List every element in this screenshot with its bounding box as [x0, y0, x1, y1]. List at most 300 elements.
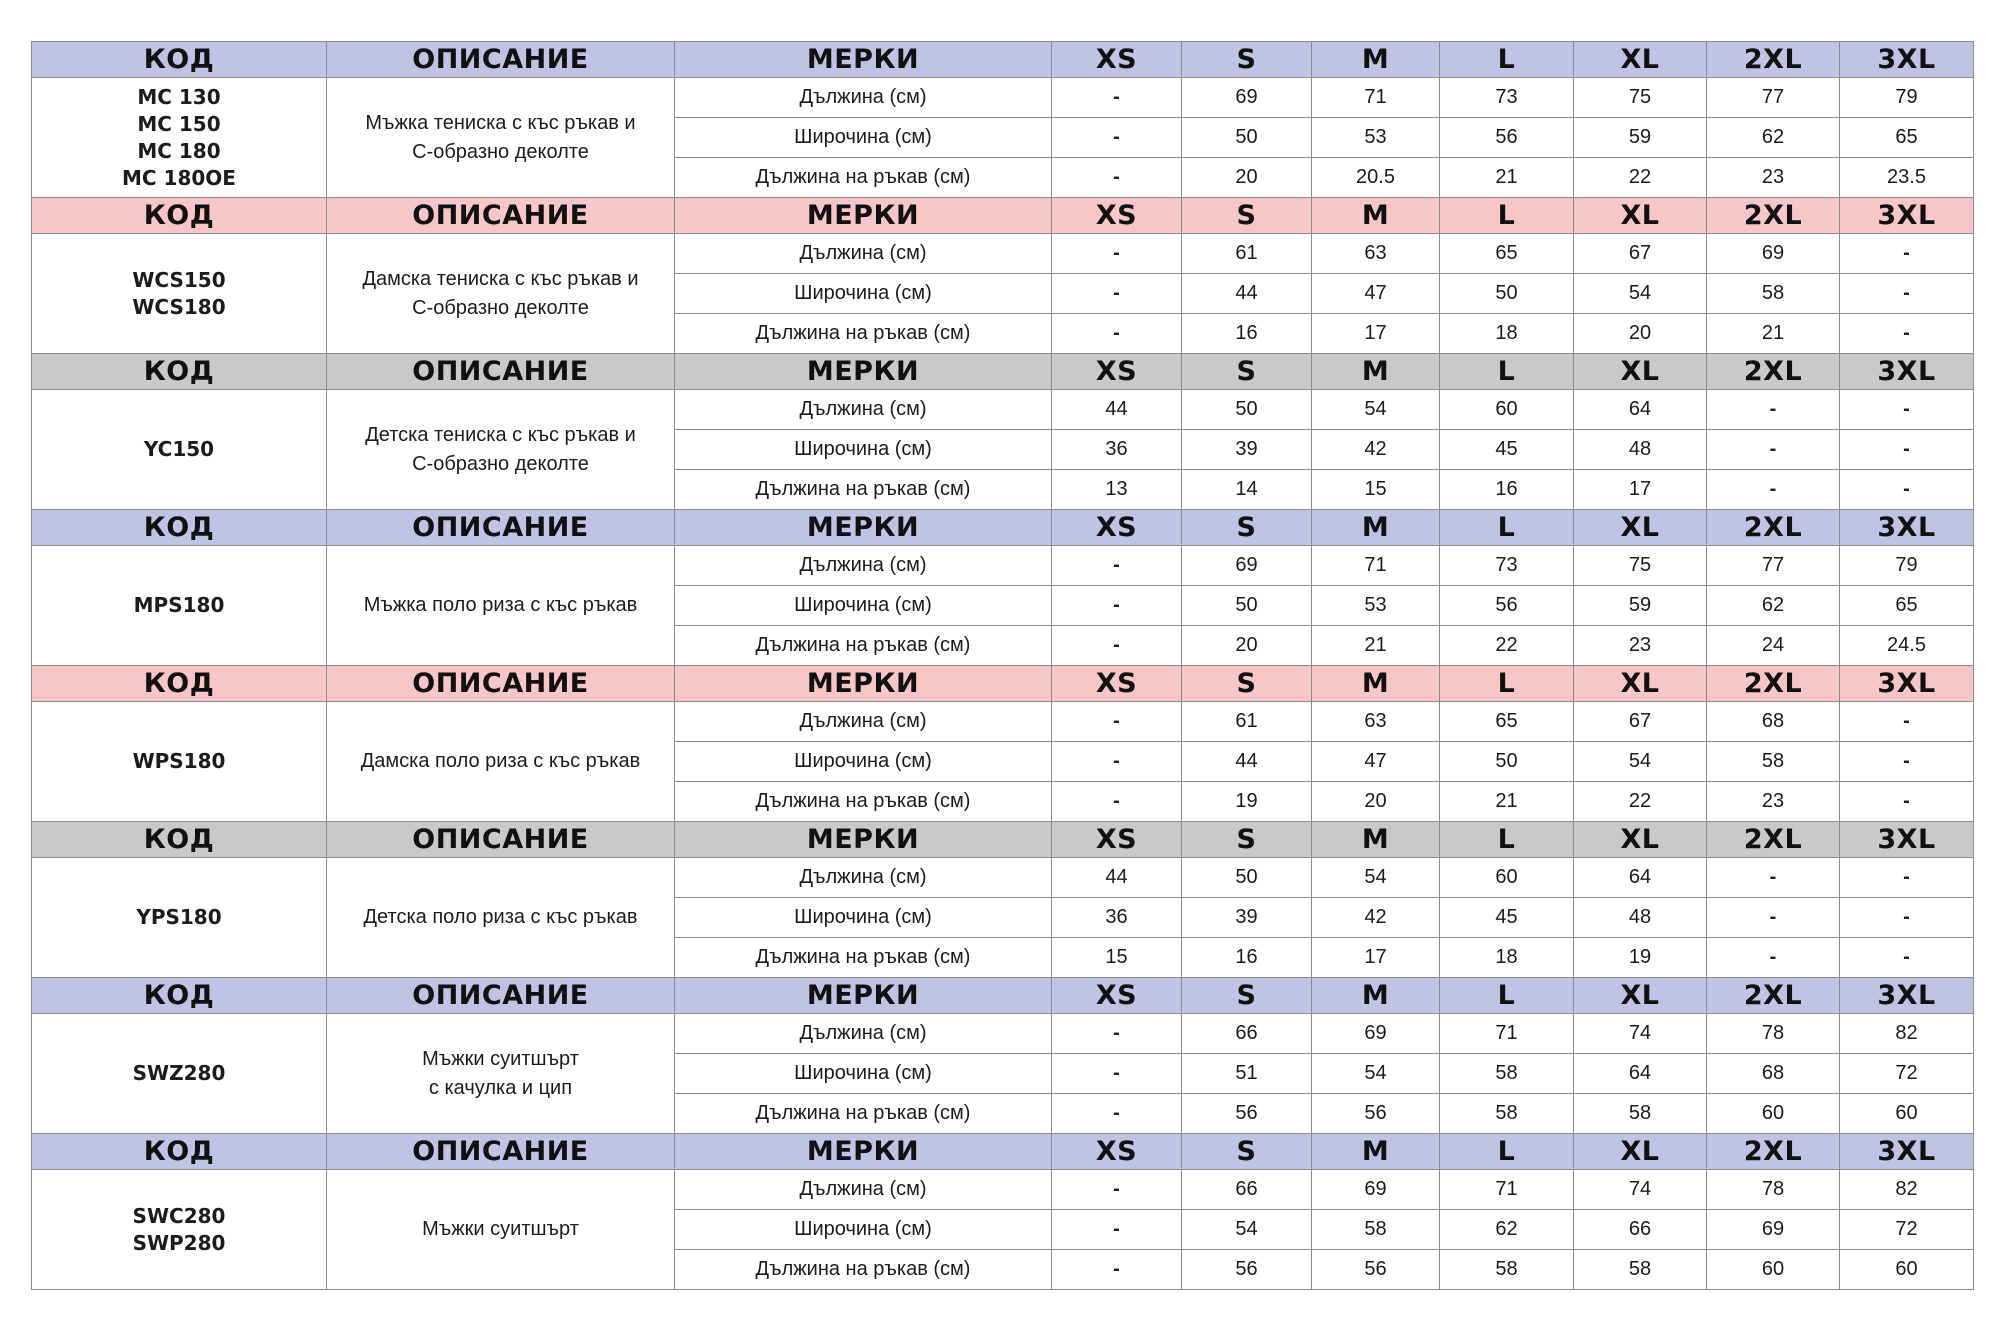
product-description-cell — [327, 1170, 675, 1290]
header-description: ОПИСАНИЕ — [327, 1134, 675, 1170]
size-value: - — [1840, 898, 1974, 938]
size-value: 68 — [1707, 702, 1840, 742]
section-header-row — [32, 1134, 1974, 1170]
header-size-s: S — [1182, 510, 1312, 546]
header-description: ОПИСАНИЕ — [327, 666, 675, 702]
header-size-m: M — [1312, 354, 1440, 390]
header-size-s: S — [1182, 1134, 1312, 1170]
size-value: 20 — [1574, 314, 1707, 354]
size-value: 56 — [1312, 1094, 1440, 1134]
size-value: 19 — [1574, 938, 1707, 978]
size-value: 60 — [1440, 858, 1574, 898]
size-chart-body — [32, 42, 1974, 1290]
size-value: 54 — [1312, 858, 1440, 898]
size-value: 42 — [1312, 898, 1440, 938]
size-value: - — [1052, 1210, 1182, 1250]
size-value: 82 — [1840, 1014, 1974, 1054]
product-description-cell — [327, 234, 675, 354]
product-code-cell — [32, 1014, 327, 1134]
size-value: 53 — [1312, 586, 1440, 626]
header-size-2xl: 2XL — [1707, 666, 1840, 702]
size-value: - — [1052, 626, 1182, 666]
header-description: ОПИСАНИЕ — [327, 978, 675, 1014]
size-value: 47 — [1312, 274, 1440, 314]
size-value: 65 — [1440, 702, 1574, 742]
size-value: 69 — [1312, 1170, 1440, 1210]
product-description-cell — [327, 546, 675, 666]
size-value: - — [1707, 898, 1840, 938]
size-value: - — [1840, 470, 1974, 510]
size-value: 64 — [1574, 390, 1707, 430]
measure-label: Широчина (см) — [675, 274, 1052, 314]
header-size-2xl: 2XL — [1707, 198, 1840, 234]
product-code: MC 130 — [137, 84, 221, 109]
header-description: ОПИСАНИЕ — [327, 510, 675, 546]
size-value: - — [1707, 938, 1840, 978]
header-measures: МЕРКИ — [675, 42, 1052, 78]
size-value: 69 — [1182, 78, 1312, 118]
size-value: 50 — [1182, 858, 1312, 898]
size-value: 69 — [1707, 1210, 1840, 1250]
size-value: 60 — [1440, 390, 1574, 430]
header-size-xl: XL — [1574, 354, 1707, 390]
product-code: WCS180 — [132, 294, 226, 319]
header-size-m: M — [1312, 822, 1440, 858]
header-size-s: S — [1182, 198, 1312, 234]
size-value: 72 — [1840, 1210, 1974, 1250]
product-description-cell — [327, 858, 675, 978]
size-value: 64 — [1574, 858, 1707, 898]
header-size-xs: XS — [1052, 666, 1182, 702]
size-value: - — [1840, 390, 1974, 430]
size-value: 67 — [1574, 234, 1707, 274]
product-code-cell — [32, 702, 327, 822]
table-row — [32, 234, 1974, 274]
size-value: 73 — [1440, 546, 1574, 586]
measure-label: Дължина (см) — [675, 234, 1052, 274]
size-value: 50 — [1182, 390, 1312, 430]
size-value: 56 — [1182, 1094, 1312, 1134]
size-value: 60 — [1840, 1094, 1974, 1134]
header-size-3xl: 3XL — [1840, 978, 1974, 1014]
size-value: - — [1840, 742, 1974, 782]
size-value: 69 — [1707, 234, 1840, 274]
size-value: 66 — [1182, 1170, 1312, 1210]
size-value: - — [1052, 1054, 1182, 1094]
size-value: 15 — [1052, 938, 1182, 978]
header-size-xl: XL — [1574, 198, 1707, 234]
header-description: ОПИСАНИЕ — [327, 354, 675, 390]
header-code: КОД — [32, 666, 327, 702]
size-value: 44 — [1052, 858, 1182, 898]
size-value: 16 — [1440, 470, 1574, 510]
size-value: 24 — [1707, 626, 1840, 666]
size-value: 69 — [1312, 1014, 1440, 1054]
header-size-m: M — [1312, 978, 1440, 1014]
size-value: 23 — [1707, 158, 1840, 198]
size-value: 19 — [1182, 782, 1312, 822]
size-value: 23 — [1707, 782, 1840, 822]
size-value: 79 — [1840, 546, 1974, 586]
size-value: 65 — [1840, 118, 1974, 158]
header-size-3xl: 3XL — [1840, 354, 1974, 390]
size-value: 54 — [1312, 390, 1440, 430]
header-measures: МЕРКИ — [675, 198, 1052, 234]
header-size-xs: XS — [1052, 198, 1182, 234]
size-value: - — [1052, 586, 1182, 626]
size-value: 56 — [1312, 1250, 1440, 1290]
measure-label: Дължина (см) — [675, 702, 1052, 742]
size-value: - — [1052, 742, 1182, 782]
size-value: 54 — [1574, 742, 1707, 782]
size-value: 16 — [1182, 938, 1312, 978]
header-size-s: S — [1182, 978, 1312, 1014]
product-code-cell — [32, 1170, 327, 1290]
product-code: SWC280 — [132, 1203, 226, 1228]
header-size-xs: XS — [1052, 42, 1182, 78]
size-value: - — [1707, 858, 1840, 898]
header-description: ОПИСАНИЕ — [327, 42, 675, 78]
size-value: 77 — [1707, 546, 1840, 586]
section-header-row — [32, 666, 1974, 702]
measure-label: Широчина (см) — [675, 586, 1052, 626]
header-code: КОД — [32, 354, 327, 390]
size-value: 60 — [1840, 1250, 1974, 1290]
size-value: 18 — [1440, 938, 1574, 978]
measure-label: Дължина на ръкав (см) — [675, 626, 1052, 666]
size-value: 51 — [1182, 1054, 1312, 1094]
product-description: с качулка и цип — [428, 1076, 573, 1099]
section-header-row — [32, 198, 1974, 234]
product-description-cell — [327, 78, 675, 198]
size-value: - — [1707, 470, 1840, 510]
size-value: - — [1840, 234, 1974, 274]
size-value: - — [1052, 1014, 1182, 1054]
header-size-s: S — [1182, 354, 1312, 390]
section-header-row — [32, 978, 1974, 1014]
size-value: 59 — [1574, 586, 1707, 626]
header-size-2xl: 2XL — [1707, 42, 1840, 78]
section-header-row — [32, 42, 1974, 78]
size-value: 74 — [1574, 1170, 1707, 1210]
header-code: КОД — [32, 978, 327, 1014]
size-value: 58 — [1440, 1054, 1574, 1094]
header-size-2xl: 2XL — [1707, 1134, 1840, 1170]
measure-label: Дължина на ръкав (см) — [675, 1094, 1052, 1134]
size-value: 61 — [1182, 702, 1312, 742]
size-value: 39 — [1182, 430, 1312, 470]
size-value: - — [1052, 1250, 1182, 1290]
measure-label: Широчина (см) — [675, 1054, 1052, 1094]
size-value: - — [1052, 314, 1182, 354]
size-value: - — [1052, 274, 1182, 314]
product-code: YC150 — [143, 437, 215, 461]
product-code: SWP280 — [132, 1230, 226, 1255]
size-value: 53 — [1312, 118, 1440, 158]
size-value: 69 — [1182, 546, 1312, 586]
measure-label: Дължина на ръкав (см) — [675, 1250, 1052, 1290]
header-measures: МЕРКИ — [675, 666, 1052, 702]
size-value: 22 — [1440, 626, 1574, 666]
size-value: 13 — [1052, 470, 1182, 510]
size-value: 56 — [1440, 586, 1574, 626]
size-value: 59 — [1574, 118, 1707, 158]
header-size-xs: XS — [1052, 1134, 1182, 1170]
product-description: Детска тениска с къс ръкав и — [365, 423, 636, 446]
size-value: 54 — [1574, 274, 1707, 314]
size-value: - — [1052, 158, 1182, 198]
size-value: 65 — [1440, 234, 1574, 274]
product-code-cell — [32, 858, 327, 978]
size-value: 65 — [1840, 586, 1974, 626]
size-value: 17 — [1312, 314, 1440, 354]
size-value: 36 — [1052, 430, 1182, 470]
size-value: 20 — [1182, 626, 1312, 666]
size-value: 72 — [1840, 1054, 1974, 1094]
header-size-m: M — [1312, 1134, 1440, 1170]
product-code-cell — [32, 546, 327, 666]
header-size-l: L — [1440, 822, 1574, 858]
table-row — [32, 702, 1974, 742]
size-chart-table — [31, 41, 1974, 1290]
header-size-xl: XL — [1574, 822, 1707, 858]
measure-label: Дължина (см) — [675, 546, 1052, 586]
table-row — [32, 1170, 1974, 1210]
header-description: ОПИСАНИЕ — [327, 822, 675, 858]
table-row — [32, 390, 1974, 430]
size-value: 17 — [1312, 938, 1440, 978]
header-size-l: L — [1440, 354, 1574, 390]
product-description-cell — [327, 702, 675, 822]
header-size-xl: XL — [1574, 666, 1707, 702]
measure-label: Дължина (см) — [675, 390, 1052, 430]
size-value: 62 — [1707, 118, 1840, 158]
size-value: 48 — [1574, 898, 1707, 938]
size-value: - — [1707, 390, 1840, 430]
size-value: 50 — [1440, 274, 1574, 314]
header-size-s: S — [1182, 822, 1312, 858]
measure-label: Дължина на ръкав (см) — [675, 938, 1052, 978]
measure-label: Дължина на ръкав (см) — [675, 470, 1052, 510]
size-value: 48 — [1574, 430, 1707, 470]
size-value: 62 — [1440, 1210, 1574, 1250]
header-size-xl: XL — [1574, 510, 1707, 546]
header-size-m: M — [1312, 42, 1440, 78]
size-value: - — [1840, 430, 1974, 470]
size-value: 21 — [1312, 626, 1440, 666]
size-value: 50 — [1182, 586, 1312, 626]
size-value: 75 — [1574, 78, 1707, 118]
size-value: 67 — [1574, 702, 1707, 742]
header-code: КОД — [32, 198, 327, 234]
size-value: 50 — [1440, 742, 1574, 782]
product-code: MC 150 — [137, 111, 221, 136]
size-value: - — [1840, 782, 1974, 822]
size-value: 42 — [1312, 430, 1440, 470]
size-value: 44 — [1052, 390, 1182, 430]
header-size-3xl: 3XL — [1840, 666, 1974, 702]
size-value: 61 — [1182, 234, 1312, 274]
size-value: 44 — [1182, 742, 1312, 782]
product-description: Мъжки суитшърт — [422, 1047, 579, 1070]
header-size-m: M — [1312, 666, 1440, 702]
size-value: 71 — [1440, 1170, 1574, 1210]
header-size-l: L — [1440, 666, 1574, 702]
product-description: Мъжки суитшърт — [422, 1218, 579, 1240]
size-value: 50 — [1182, 118, 1312, 158]
product-description: Мъжка тениска с къс ръкав и — [365, 111, 636, 134]
size-value: 79 — [1840, 78, 1974, 118]
product-description: С-образно деколте — [412, 452, 589, 475]
size-value: 56 — [1182, 1250, 1312, 1290]
size-value: 16 — [1182, 314, 1312, 354]
size-value: - — [1840, 938, 1974, 978]
size-value: 54 — [1312, 1054, 1440, 1094]
table-row — [32, 546, 1974, 586]
header-size-l: L — [1440, 198, 1574, 234]
header-size-3xl: 3XL — [1840, 822, 1974, 858]
size-value: 58 — [1440, 1094, 1574, 1134]
size-value: - — [1052, 546, 1182, 586]
size-value: 58 — [1707, 274, 1840, 314]
size-value: 54 — [1182, 1210, 1312, 1250]
header-description: ОПИСАНИЕ — [327, 198, 675, 234]
section-header-row — [32, 822, 1974, 858]
size-value: 24.5 — [1840, 626, 1974, 666]
table-row — [32, 1014, 1974, 1054]
size-value: - — [1840, 314, 1974, 354]
header-size-2xl: 2XL — [1707, 510, 1840, 546]
header-measures: МЕРКИ — [675, 822, 1052, 858]
header-measures: МЕРКИ — [675, 978, 1052, 1014]
size-value: 22 — [1574, 782, 1707, 822]
product-code: WCS150 — [132, 267, 226, 292]
product-description-cell — [327, 390, 675, 510]
measure-label: Дължина на ръкав (см) — [675, 782, 1052, 822]
measure-label: Дължина (см) — [675, 78, 1052, 118]
product-code: MC 180 — [137, 138, 221, 163]
size-value: - — [1052, 1094, 1182, 1134]
product-code: MPS180 — [133, 593, 225, 617]
size-value: 14 — [1182, 470, 1312, 510]
size-value: - — [1840, 274, 1974, 314]
header-code: КОД — [32, 1134, 327, 1170]
header-measures: МЕРКИ — [675, 510, 1052, 546]
measure-label: Дължина (см) — [675, 1170, 1052, 1210]
measure-label: Широчина (см) — [675, 898, 1052, 938]
size-value: 20 — [1182, 158, 1312, 198]
measure-label: Широчина (см) — [675, 1210, 1052, 1250]
size-value: 60 — [1707, 1250, 1840, 1290]
size-value: - — [1840, 702, 1974, 742]
header-size-xl: XL — [1574, 1134, 1707, 1170]
product-description: Дамска поло риза с къс ръкав — [360, 750, 641, 772]
header-size-l: L — [1440, 978, 1574, 1014]
size-value: 47 — [1312, 742, 1440, 782]
header-size-l: L — [1440, 510, 1574, 546]
size-value: 15 — [1312, 470, 1440, 510]
size-value: - — [1052, 702, 1182, 742]
header-size-2xl: 2XL — [1707, 822, 1840, 858]
size-value: 21 — [1440, 782, 1574, 822]
size-value: - — [1840, 858, 1974, 898]
size-value: - — [1052, 782, 1182, 822]
header-measures: МЕРКИ — [675, 1134, 1052, 1170]
size-value: 22 — [1574, 158, 1707, 198]
size-value: - — [1707, 430, 1840, 470]
product-description: С-образно деколте — [412, 140, 589, 163]
section-header-row — [32, 510, 1974, 546]
size-value: 63 — [1312, 234, 1440, 274]
header-size-xl: XL — [1574, 978, 1707, 1014]
header-size-m: M — [1312, 510, 1440, 546]
size-value: 77 — [1707, 78, 1840, 118]
product-description: С-образно деколте — [412, 296, 589, 319]
header-size-xs: XS — [1052, 978, 1182, 1014]
measure-label: Широчина (см) — [675, 118, 1052, 158]
size-value: 82 — [1840, 1170, 1974, 1210]
product-description: Детска поло риза с къс ръкав — [363, 906, 638, 928]
product-code: YPS180 — [136, 905, 222, 929]
header-size-3xl: 3XL — [1840, 1134, 1974, 1170]
product-code: MC 180OE — [122, 165, 236, 190]
size-value: 71 — [1440, 1014, 1574, 1054]
size-value: 74 — [1574, 1014, 1707, 1054]
header-size-xs: XS — [1052, 822, 1182, 858]
header-size-m: M — [1312, 198, 1440, 234]
size-value: - — [1052, 78, 1182, 118]
size-value: - — [1052, 1170, 1182, 1210]
header-size-l: L — [1440, 42, 1574, 78]
measure-label: Широчина (см) — [675, 742, 1052, 782]
header-code: КОД — [32, 510, 327, 546]
size-value: 71 — [1312, 546, 1440, 586]
header-size-3xl: 3XL — [1840, 198, 1974, 234]
product-description-cell — [327, 1014, 675, 1134]
header-measures: МЕРКИ — [675, 354, 1052, 390]
header-size-3xl: 3XL — [1840, 510, 1974, 546]
product-description: Мъжка поло риза с къс ръкав — [363, 594, 638, 616]
table-row — [32, 858, 1974, 898]
product-code: SWZ280 — [132, 1061, 226, 1085]
size-value: 58 — [1574, 1094, 1707, 1134]
product-code: WPS180 — [132, 749, 226, 773]
header-size-xs: XS — [1052, 354, 1182, 390]
size-value: 71 — [1312, 78, 1440, 118]
table-row — [32, 78, 1974, 118]
size-value: 21 — [1707, 314, 1840, 354]
size-value: 39 — [1182, 898, 1312, 938]
measure-label: Широчина (см) — [675, 430, 1052, 470]
header-size-s: S — [1182, 42, 1312, 78]
header-size-2xl: 2XL — [1707, 978, 1840, 1014]
product-description: Дамска тениска с къс ръкав и — [362, 267, 639, 290]
measure-label: Дължина (см) — [675, 1014, 1052, 1054]
header-code: КОД — [32, 822, 327, 858]
size-value: 44 — [1182, 274, 1312, 314]
size-value: 58 — [1440, 1250, 1574, 1290]
size-value: 73 — [1440, 78, 1574, 118]
size-value: 58 — [1312, 1210, 1440, 1250]
size-value: 63 — [1312, 702, 1440, 742]
section-header-row — [32, 354, 1974, 390]
size-value: 45 — [1440, 898, 1574, 938]
size-value: - — [1052, 118, 1182, 158]
size-value: 78 — [1707, 1014, 1840, 1054]
header-size-xl: XL — [1574, 42, 1707, 78]
measure-label: Дължина (см) — [675, 858, 1052, 898]
size-value: 75 — [1574, 546, 1707, 586]
